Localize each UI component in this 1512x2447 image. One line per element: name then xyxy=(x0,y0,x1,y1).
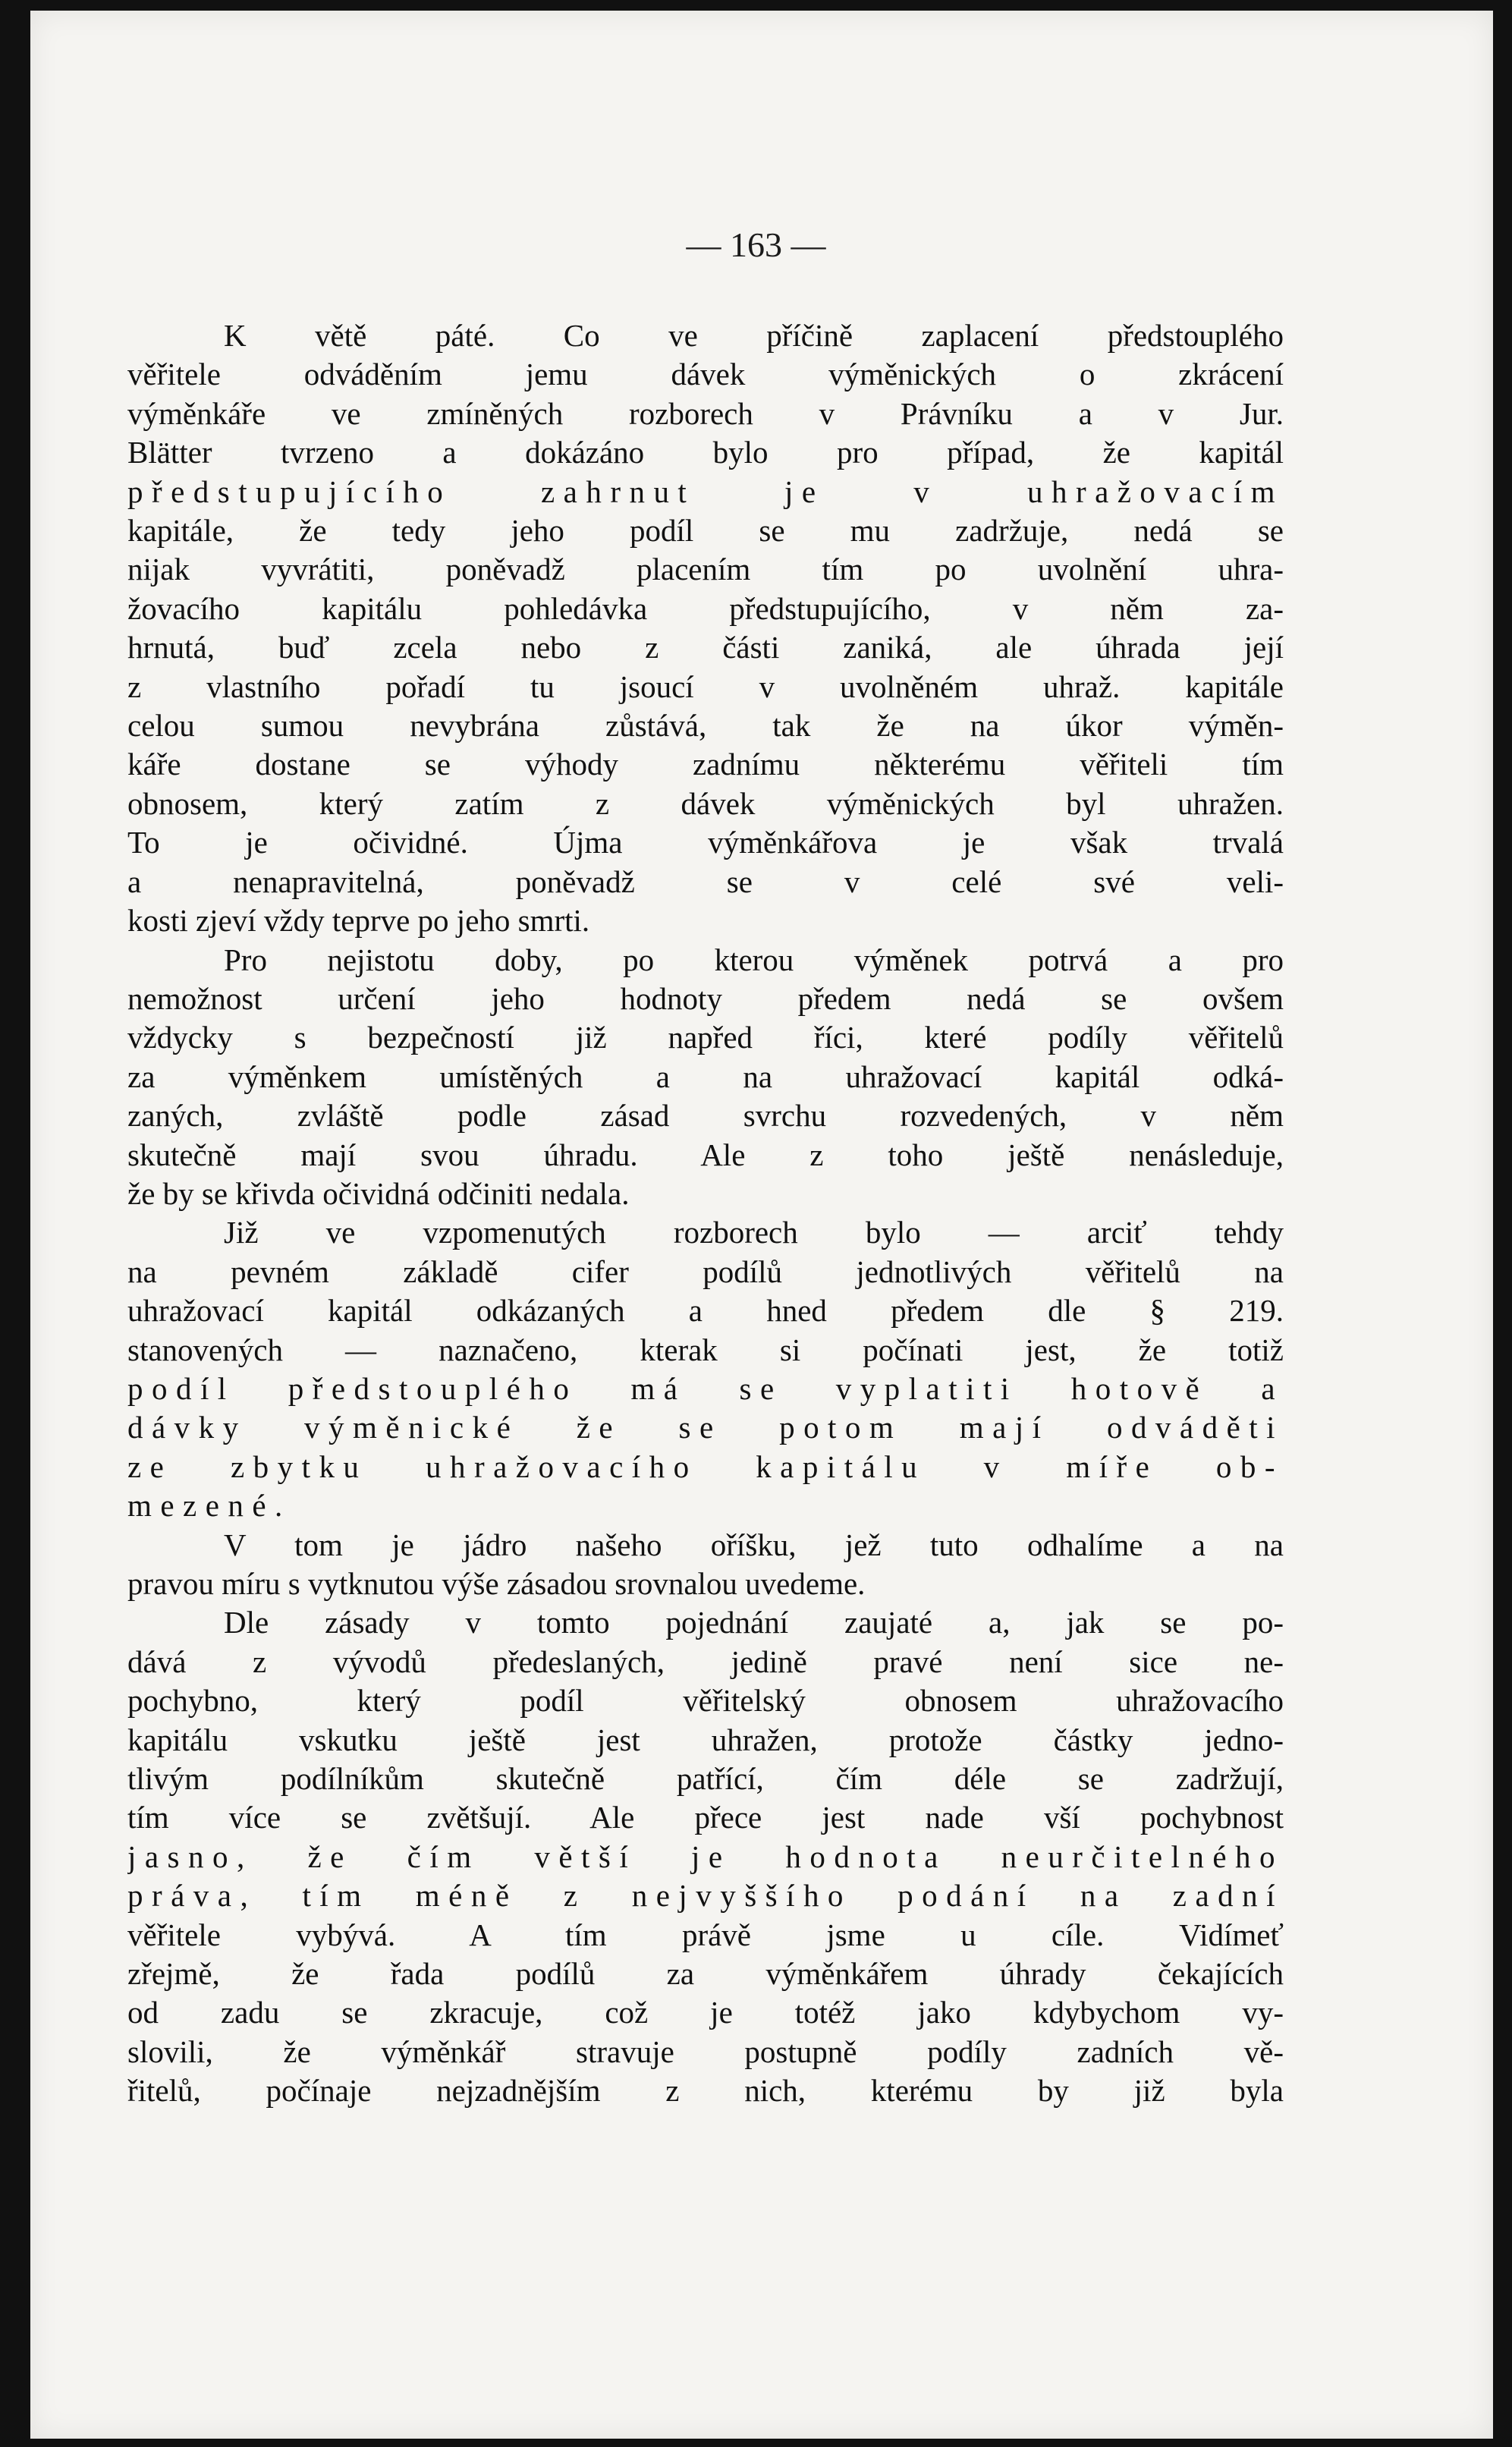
text-line: pochybno, který podíl věřitelský obnosem uhražovacího xyxy=(127,1683,1284,1719)
text-line: stanovených — naznačeno, kterak si počínati jest, že totiž xyxy=(127,1332,1284,1367)
text-line: nemožnost určení jeho hodnoty předem nedá se ovšem xyxy=(127,980,1284,1016)
text-line: obnosem, který zatím z dávek výměnických byl uhražen. xyxy=(127,785,1284,821)
text-line: zřejmě, že řada podílů za výměnkářem úhrady čekajících xyxy=(127,1956,1284,1992)
text-line: mezené. xyxy=(127,1488,291,1524)
text-line: na pevném základě cifer podílů jednotlivých věřitelů na xyxy=(127,1253,1284,1289)
text-line: nijak vyvrátiti, poněvadž placením tím po uvolnění uhra- xyxy=(127,552,1284,587)
text-line: uhražovací kapitál odkázaných a hned předem dle § 219. xyxy=(127,1293,1284,1329)
text-line: kosti zjeví vždy teprve po jeho smrti. xyxy=(127,903,590,939)
text-line: dává z vývodů předeslaných, jedině pravé není sice ne- xyxy=(127,1643,1284,1679)
text-line: Dle zásady v tomto pojednání zaujaté a, jak se po- xyxy=(224,1605,1284,1640)
text-line: V tom je jádro našeho oříšku, jež tuto odhalíme a na xyxy=(224,1527,1284,1562)
text-line: výměnkáře ve zmíněných rozborech v Právníku a v Jur. xyxy=(127,395,1284,431)
text-line: kapitále, že tedy jeho podíl se mu zadržuje, nedá se xyxy=(127,513,1284,549)
text-line: hrnutá, buď zcela nebo z části zaniká, ale úhrada její xyxy=(127,630,1284,665)
text-line: káře dostane se výhody zadnímu některému věřiteli tím xyxy=(127,747,1284,782)
text-line: vždycky s bezpečností již napřed říci, které podíly věřitelů xyxy=(127,1020,1284,1055)
text-line: celou sumou nevybrána zůstává, tak že na úkor výměn- xyxy=(127,708,1284,744)
paragraph-5 xyxy=(127,1603,1284,2110)
text-line: slovili, že výměnkář stravuje postupně podíly zadních vě- xyxy=(127,2033,1284,2069)
text-line: a nenapravitelná, poněvadž se v celé své veli- xyxy=(127,863,1284,899)
text-line: K větě páté. Co ve příčině zaplacení předstouplého xyxy=(224,318,1284,353)
text-line: Pro nejistotu doby, po kterou výměnek potrvá a pro xyxy=(224,942,1284,977)
text-line: řitelů, počínaje nejzadnějším z nich, kterému by již byla xyxy=(127,2073,1284,2109)
paragraph-2 xyxy=(127,941,1284,1214)
text-line: věřitele vybývá. A tím právě jsme u cíle. Vidímeť xyxy=(127,1917,1284,1952)
text-line: podíl předstouplého má se vyplatiti hotově a xyxy=(127,1370,1284,1406)
text-line: práva, tím méně z nejvyššího podání na zadní xyxy=(127,1878,1284,1914)
text-line: To je očividné. Újma výměnkářova je však trvalá xyxy=(127,825,1284,860)
text-line: za výměnkem umístěných a na uhražovací kapitál odká- xyxy=(127,1058,1284,1094)
text-line: od zadu se zkracuje, což je totéž jako kdybychom vy- xyxy=(127,1995,1284,2030)
text-line: předstupujícího zahrnut je v uhražovacím xyxy=(127,473,1284,509)
paragraph-3 xyxy=(127,1213,1284,1525)
text-line: skutečně mají svou úhradu. Ale z toho ještě nenásleduje, xyxy=(127,1137,1284,1172)
text-line: tlivým podílníkům skutečně patřící, čím déle se zadržují, xyxy=(127,1761,1284,1797)
text-line: Již ve vzpomenutých rozborech bylo — arciť tehdy xyxy=(224,1215,1284,1250)
body-text xyxy=(127,316,1284,2111)
page-number: — 163 — xyxy=(686,225,826,264)
text-line: zaných, zvláště podle zásad svrchu rozvedených, v něm xyxy=(127,1098,1284,1134)
text-line: dávky výměnické že se potom mají odváděti xyxy=(127,1410,1284,1445)
text-line: ze zbytku uhražovacího kapitálu v míře ob- xyxy=(127,1448,1284,1484)
paragraph-4 xyxy=(127,1526,1284,1604)
paragraph-1 xyxy=(127,316,1284,941)
text-line: tím více se zvětšují. Ale přece jest nade vší pochybnost xyxy=(127,1800,1284,1835)
text-line: věřitele odváděním jemu dávek výměnických o zkrácení xyxy=(127,357,1284,392)
text-line: z vlastního pořadí tu jsoucí v uvolněném uhraž. kapitále xyxy=(127,668,1284,704)
text-line: pravou míru s vytknutou výše zásadou srovnalou uvedeme. xyxy=(127,1566,866,1601)
text-line: Blätter tvrzeno a dokázáno bylo pro případ, že kapitál xyxy=(127,435,1284,470)
text-line: kapitálu vskutku ještě jest uhražen, protože částky jedno- xyxy=(127,1722,1284,1757)
text-line: žovacího kapitálu pohledávka předstupujícího, v něm za- xyxy=(127,590,1284,626)
text-line: že by se křivda očividná odčiniti nedala. xyxy=(127,1175,630,1211)
text-line: jasno, že čím větší je hodnota neurčitelného xyxy=(127,1838,1284,1874)
